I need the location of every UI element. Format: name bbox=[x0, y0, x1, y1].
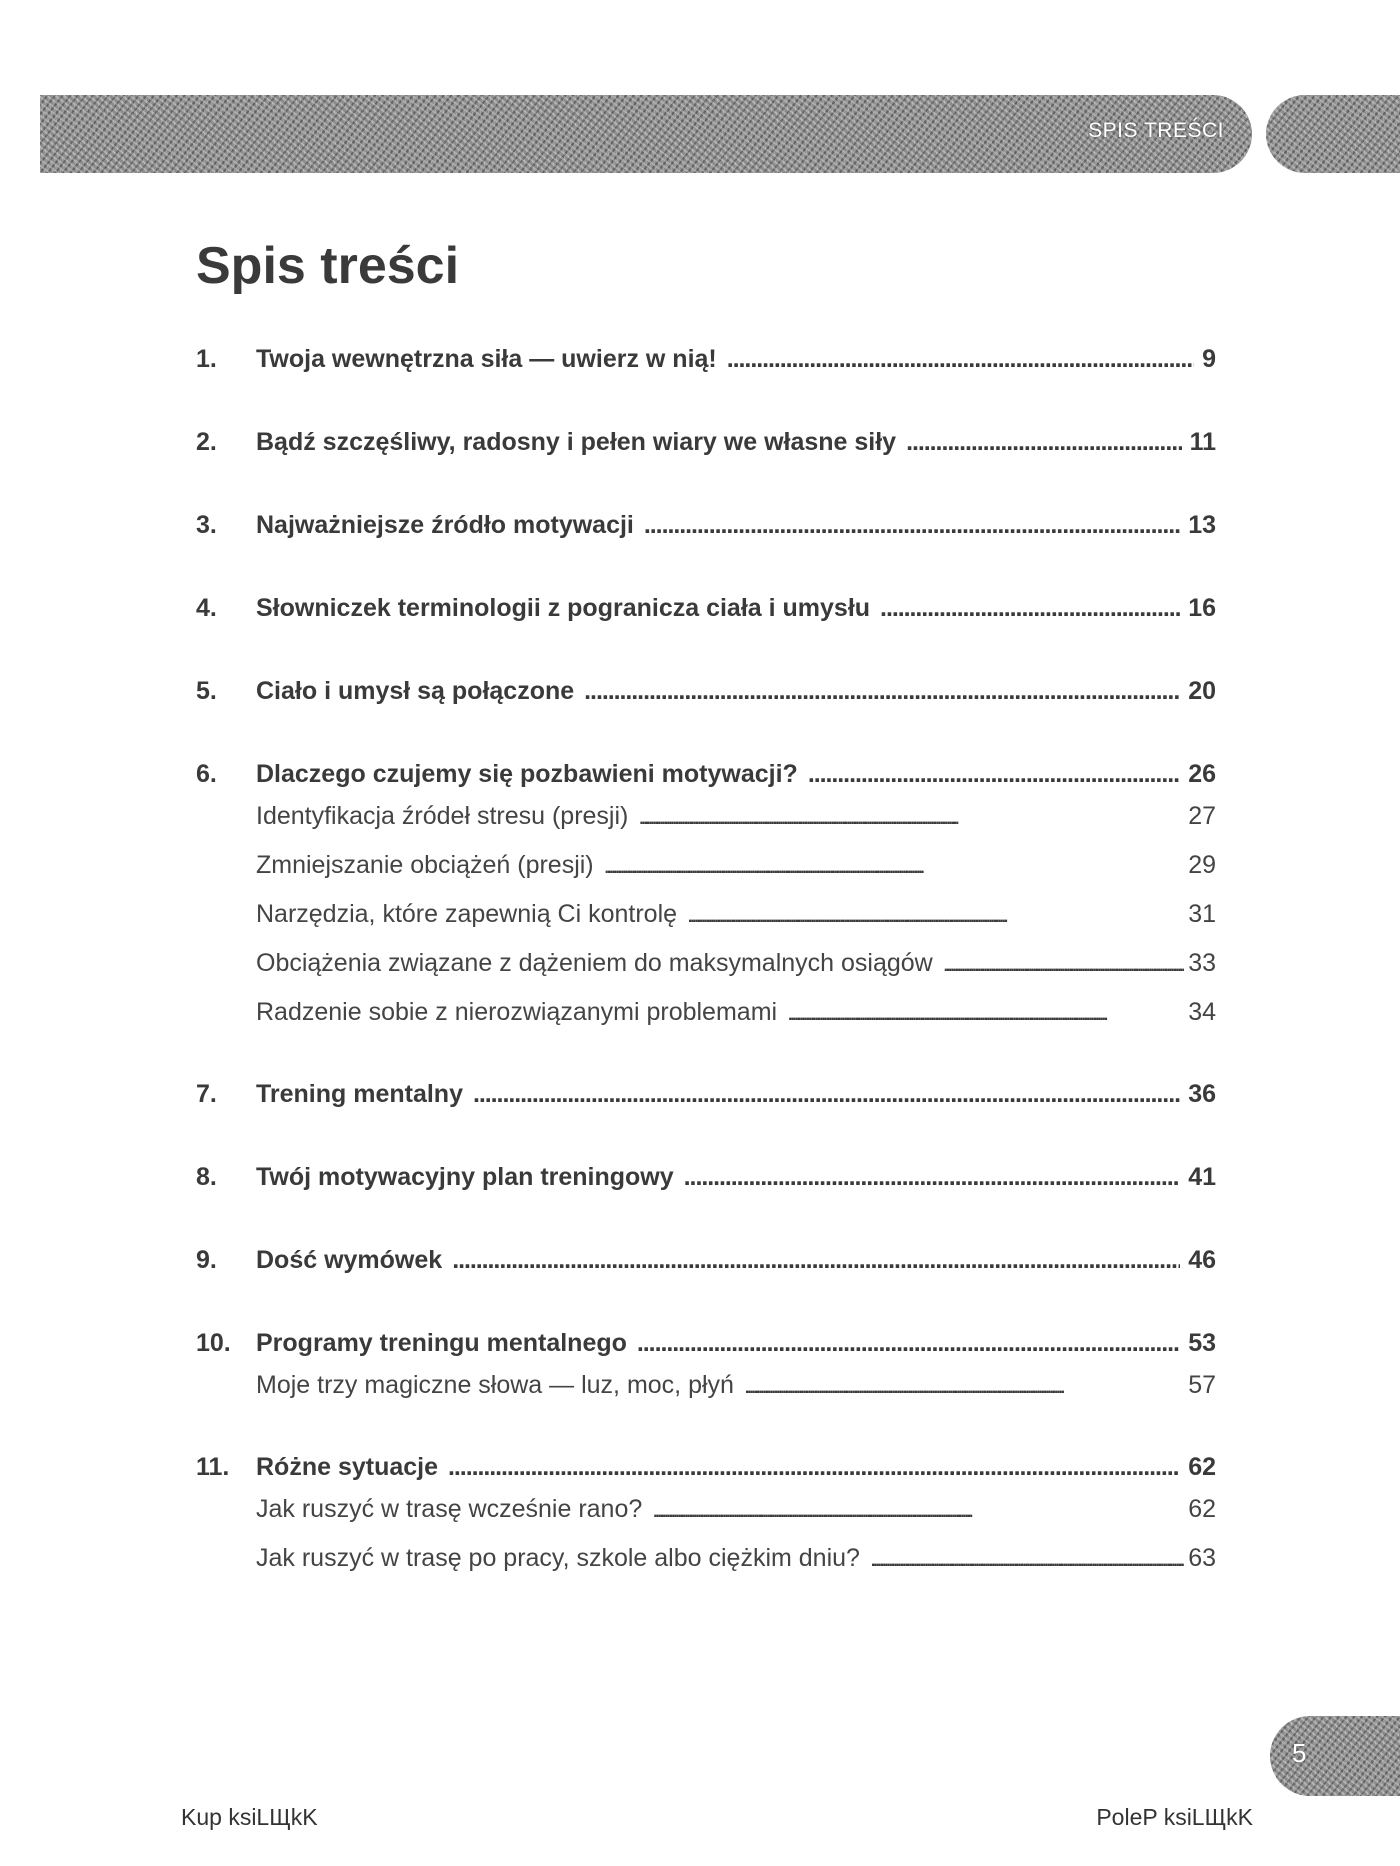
section-label: SPIS TREŚCI bbox=[1088, 119, 1224, 142]
chapter-number: 1. bbox=[196, 345, 217, 373]
chapter-title: Dlaczego czujemy się pozbawieni motywacji? bbox=[256, 760, 798, 788]
dot-leader bbox=[744, 1373, 1184, 1399]
subsection-title: Jak ruszyć w trasę wcześnie rano? bbox=[256, 1495, 643, 1523]
chapter-title: Bądź szczęśliwy, radosny i pełen wiary we własne siły bbox=[256, 428, 897, 456]
toc-chapter bbox=[196, 345, 1216, 385]
section-header-band bbox=[40, 95, 1252, 173]
toc-chapter-row[interactable] bbox=[196, 345, 1216, 385]
toc-chapter-row[interactable] bbox=[196, 511, 1216, 551]
subsection-page: 33 bbox=[1188, 949, 1216, 977]
page-number-tab bbox=[1270, 1716, 1400, 1796]
toc-subsections bbox=[256, 1495, 1216, 1593]
toc-subsection-row[interactable] bbox=[256, 1371, 1216, 1420]
dot-leader bbox=[943, 951, 1184, 977]
toc-chapter bbox=[196, 511, 1216, 551]
chapter-page: 16 bbox=[1188, 594, 1216, 622]
page-title: Spis treści bbox=[196, 237, 460, 295]
toc-chapter-row[interactable] bbox=[196, 1246, 1216, 1286]
toc-subsections bbox=[256, 802, 1216, 1047]
subsection-page: 31 bbox=[1188, 900, 1216, 928]
header-side-tab bbox=[1266, 95, 1400, 173]
footer-link-buy[interactable]: Kup ksiLЩkK bbox=[181, 1804, 318, 1830]
subsection-page: 63 bbox=[1188, 1544, 1216, 1572]
chapter-page: 13 bbox=[1188, 511, 1216, 539]
dot-leader bbox=[473, 1080, 1180, 1109]
chapter-title: Ciało i umysł są połączone bbox=[256, 677, 575, 705]
table-of-contents bbox=[196, 345, 1216, 1626]
toc-chapter-row[interactable] bbox=[196, 1453, 1216, 1493]
chapter-title: Słowniczek terminologii z pogranicza ciała i umysłu bbox=[256, 594, 871, 622]
dot-leader bbox=[870, 1546, 1184, 1572]
chapter-number: 5. bbox=[196, 677, 217, 705]
subsection-page: 27 bbox=[1188, 802, 1216, 830]
toc-chapter bbox=[196, 1453, 1216, 1593]
subsection-title: Obciążenia związane z dążeniem do maksymalnych osiągów bbox=[256, 949, 933, 977]
dot-leader bbox=[808, 760, 1180, 789]
chapter-number: 7. bbox=[196, 1080, 217, 1108]
toc-subsection-row[interactable] bbox=[256, 802, 1216, 851]
toc-subsection-row[interactable] bbox=[256, 998, 1216, 1047]
toc-chapter-row[interactable] bbox=[196, 677, 1216, 717]
chapter-number: 11. bbox=[196, 1453, 230, 1481]
chapter-title: Twój motywacyjny plan treningowy bbox=[256, 1163, 674, 1191]
toc-chapter bbox=[196, 1080, 1216, 1120]
dot-leader bbox=[906, 428, 1181, 457]
toc-chapter bbox=[196, 428, 1216, 468]
toc-subsection-row[interactable] bbox=[256, 1495, 1216, 1544]
subsection-title: Zmniejszanie obciążeń (presji) bbox=[256, 851, 594, 879]
toc-chapter-row[interactable] bbox=[196, 1163, 1216, 1203]
chapter-title: Najważniejsze źródło motywacji bbox=[256, 511, 634, 539]
toc-chapter bbox=[196, 1246, 1216, 1286]
toc-chapter-row[interactable] bbox=[196, 594, 1216, 634]
chapter-title: Różne sytuacje bbox=[256, 1453, 439, 1481]
chapter-number: 6. bbox=[196, 760, 217, 788]
subsection-page: 34 bbox=[1188, 998, 1216, 1026]
chapter-page: 20 bbox=[1188, 677, 1216, 705]
dot-leader bbox=[604, 853, 1185, 879]
toc-subsection-row[interactable] bbox=[256, 1544, 1216, 1593]
chapter-page: 62 bbox=[1188, 1453, 1216, 1481]
dot-leader bbox=[652, 1497, 1184, 1523]
dot-leader bbox=[880, 594, 1180, 623]
toc-subsection-row[interactable] bbox=[256, 949, 1216, 998]
chapter-title: Trening mentalny bbox=[256, 1080, 463, 1108]
dot-leader bbox=[684, 1163, 1181, 1192]
subsection-page: 62 bbox=[1188, 1495, 1216, 1523]
subsection-title: Narzędzia, które zapewnią Ci kontrolę bbox=[256, 900, 678, 928]
chapter-number: 4. bbox=[196, 594, 217, 622]
chapter-page: 53 bbox=[1188, 1329, 1216, 1357]
dot-leader bbox=[638, 804, 1184, 830]
chapter-title: Twoja wewnętrzna siła — uwierz w nią! bbox=[256, 345, 717, 373]
dot-leader bbox=[644, 511, 1180, 540]
toc-chapter bbox=[196, 677, 1216, 717]
chapter-page: 46 bbox=[1188, 1246, 1216, 1274]
subsection-title: Jak ruszyć w trasę po pracy, szkole albo ciężkim dniu? bbox=[256, 1544, 860, 1572]
toc-chapter bbox=[196, 1163, 1216, 1203]
dot-leader bbox=[637, 1329, 1180, 1358]
chapter-title: Programy treningu mentalnego bbox=[256, 1329, 627, 1357]
chapter-number: 3. bbox=[196, 511, 217, 539]
toc-subsection-row[interactable] bbox=[256, 900, 1216, 949]
page-number: 5 bbox=[1292, 1738, 1307, 1768]
chapter-title: Dość wymówek bbox=[256, 1246, 443, 1274]
toc-chapter-row[interactable] bbox=[196, 1080, 1216, 1120]
dot-leader bbox=[452, 1246, 1180, 1275]
subsection-title: Moje trzy magiczne słowa — luz, moc, płyń bbox=[256, 1371, 734, 1399]
toc-subsections bbox=[256, 1371, 1216, 1420]
toc-chapter-row[interactable] bbox=[196, 428, 1216, 468]
dot-leader bbox=[787, 1000, 1184, 1026]
chapter-page: 41 bbox=[1188, 1163, 1216, 1191]
dot-leader bbox=[584, 677, 1180, 706]
chapter-number: 8. bbox=[196, 1163, 217, 1191]
toc-chapter-row[interactable] bbox=[196, 1329, 1216, 1369]
subsection-title: Identyfikacja źródeł stresu (presji) bbox=[256, 802, 629, 830]
chapter-page: 26 bbox=[1188, 760, 1216, 788]
chapter-number: 10. bbox=[196, 1329, 231, 1357]
chapter-page: 11 bbox=[1189, 428, 1216, 456]
subsection-page: 57 bbox=[1188, 1371, 1216, 1399]
toc-chapter bbox=[196, 594, 1216, 634]
footer-link-recommend[interactable]: PoleP ksiLЩkK bbox=[1096, 1804, 1253, 1830]
chapter-page: 9 bbox=[1202, 345, 1216, 373]
dot-leader bbox=[687, 902, 1184, 928]
chapter-number: 2. bbox=[196, 428, 217, 456]
chapter-number: 9. bbox=[196, 1246, 217, 1274]
dot-leader bbox=[448, 1453, 1180, 1482]
chapter-page: 36 bbox=[1188, 1080, 1216, 1108]
toc-chapter bbox=[196, 760, 1216, 1047]
subsection-title: Radzenie sobie z nierozwiązanymi problemami bbox=[256, 998, 778, 1026]
toc-chapter-row[interactable] bbox=[196, 760, 1216, 800]
subsection-page: 29 bbox=[1188, 851, 1216, 879]
toc-subsection-row[interactable] bbox=[256, 851, 1216, 900]
toc-chapter bbox=[196, 1329, 1216, 1420]
dot-leader bbox=[727, 345, 1194, 374]
